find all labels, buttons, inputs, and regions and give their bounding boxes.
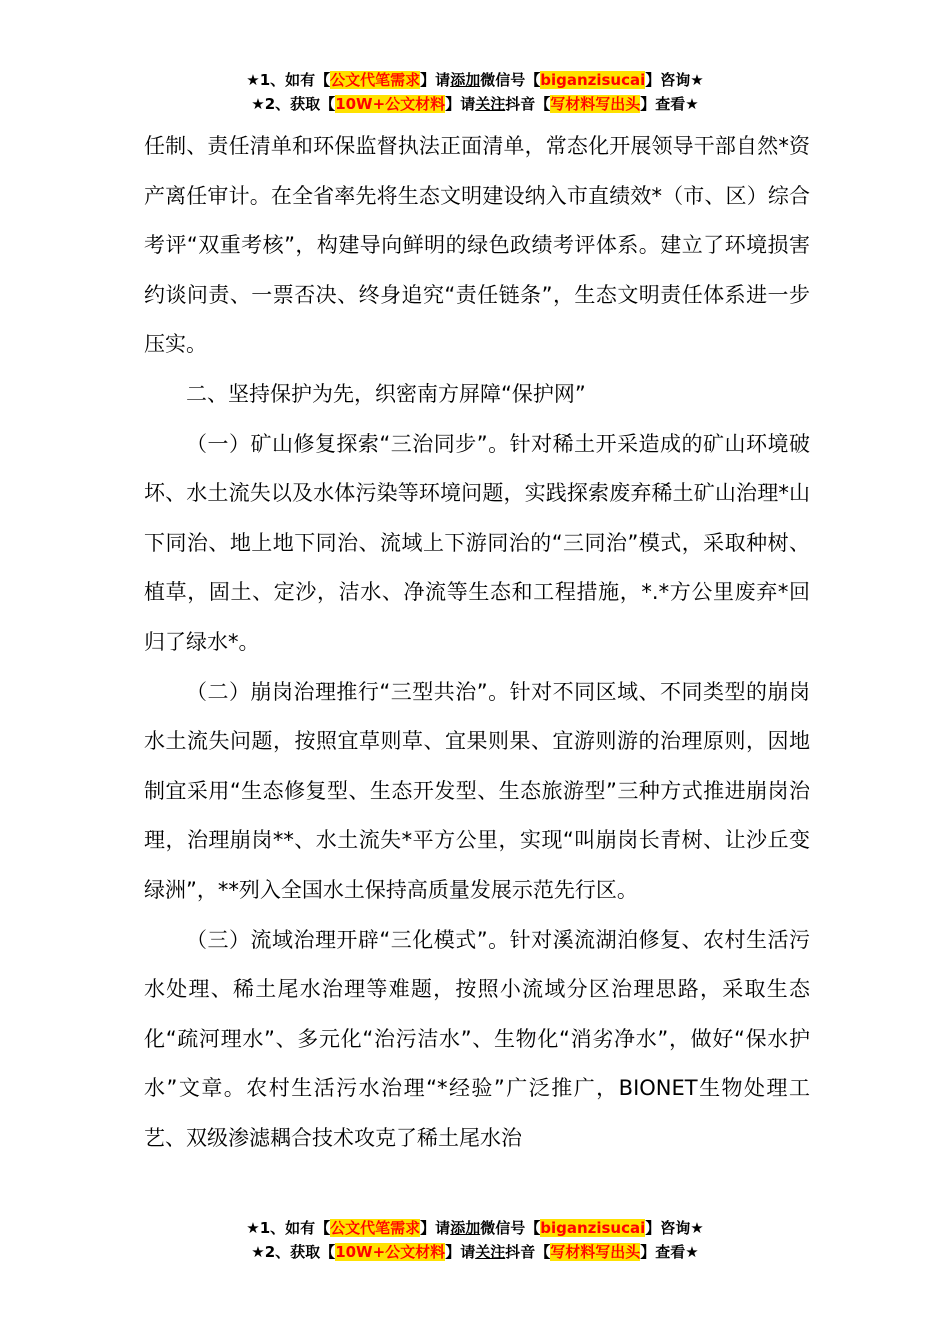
paragraph-gully-governance: （二）崩岗治理推行“三型共治”。针对不同区域、不同类型的崩岗水土流失问题，按照宜草则草、宜果则果、宜游则游的治理原则，因地制宜采用“生态修复型、生态开发型、生态旅游型”三种方式推进崩岗治理，治理崩岗**、水土流失*平方公里，实现“叫崩岗长青树、让沙丘变绿洲”，**列入全国水土保持高质量发展示范先行区。 bbox=[144, 679, 810, 902]
highlight-service: 公文代笔需求 bbox=[330, 1219, 421, 1237]
banner-text: ★2、获取【 bbox=[251, 95, 336, 113]
paragraph-continuation: 任制、责任清单和环保监督执法正面清单，常态化开展领导干部自然*资产离任审计。在全省率先将生态文明建设纳入市直绩效*（市、区）综合考评“双重考核”，构建导向鲜明的绿色政绩考评体系。建立了环境损害约谈问责、一票否决、终身追究“责任链条”，生态文明责任体系进一步压实。 bbox=[144, 134, 810, 357]
banner-text: ★1、如有【 bbox=[246, 71, 331, 89]
paragraph-watershed-governance: （三）流域治理开辟“三化模式”。针对溪流湖泊修复、农村生活污水处理、稀土尾水治理等难题，按照小流域分区治理思路，采取生态化“疏河理水”、多元化“治污洁水”、生物化“消劣净水”，做好“保水护水”文章。农村生活污水治理“*经验”广泛推广，BIONET生物处理工艺、双级渗滤耦合技术攻克了稀土尾水治 bbox=[144, 927, 810, 1150]
highlight-materials: 10W+公文材料 bbox=[335, 1243, 446, 1261]
banner-text: ★2、获取【 bbox=[251, 1243, 336, 1261]
underlined-word: 关注 bbox=[475, 1243, 506, 1261]
banner-line-2 bbox=[0, 1240, 950, 1264]
document-body bbox=[144, 122, 810, 1163]
banner-line-1 bbox=[0, 68, 950, 92]
banner-text: 】请 bbox=[445, 1243, 476, 1261]
underlined-word: 添加 bbox=[450, 71, 481, 89]
banner-text: 】查看★ bbox=[640, 1243, 699, 1261]
highlight-materials: 10W+公文材料 bbox=[335, 95, 446, 113]
banner-text: 】查看★ bbox=[640, 95, 699, 113]
banner-text: 抖音【 bbox=[505, 1243, 551, 1261]
banner-text: 】请 bbox=[420, 1219, 451, 1237]
highlight-douyin-account: 写材料写出头 bbox=[550, 95, 641, 113]
banner-line-1 bbox=[0, 1216, 950, 1240]
banner-text: 】咨询★ bbox=[645, 71, 704, 89]
highlight-wechat-id: biganzisucai bbox=[540, 1219, 646, 1237]
banner-line-2 bbox=[0, 92, 950, 116]
banner-text: 微信号【 bbox=[480, 1219, 541, 1237]
paragraph-mine-restoration: （一）矿山修复探索“三治同步”。针对稀土开采造成的矿山环境破坏、水土流失以及水体污染等环境问题，实践探索废弃稀土矿山治理*山下同治、地上地下同治、流域上下游同治的“三同治”模式，采取种树、植草，固土、定沙，洁水、净流等生态和工程措施，*.*方公里废弃*回归了绿水*。 bbox=[144, 431, 810, 654]
underlined-word: 添加 bbox=[450, 1219, 481, 1237]
highlight-douyin-account: 写材料写出头 bbox=[550, 1243, 641, 1261]
footer-banner bbox=[0, 1216, 950, 1264]
section-heading: 二、坚持保护为先，织密南方屏障“保护网” bbox=[186, 381, 586, 406]
banner-text: 】咨询★ bbox=[645, 1219, 704, 1237]
banner-text: 】请 bbox=[420, 71, 451, 89]
highlight-wechat-id: biganzisucai bbox=[540, 71, 646, 89]
banner-text: 抖音【 bbox=[505, 95, 551, 113]
banner-text: 微信号【 bbox=[480, 71, 541, 89]
banner-text: 】请 bbox=[445, 95, 476, 113]
header-banner bbox=[0, 68, 950, 116]
underlined-word: 关注 bbox=[475, 95, 506, 113]
banner-text: ★1、如有【 bbox=[246, 1219, 331, 1237]
highlight-service: 公文代笔需求 bbox=[330, 71, 421, 89]
